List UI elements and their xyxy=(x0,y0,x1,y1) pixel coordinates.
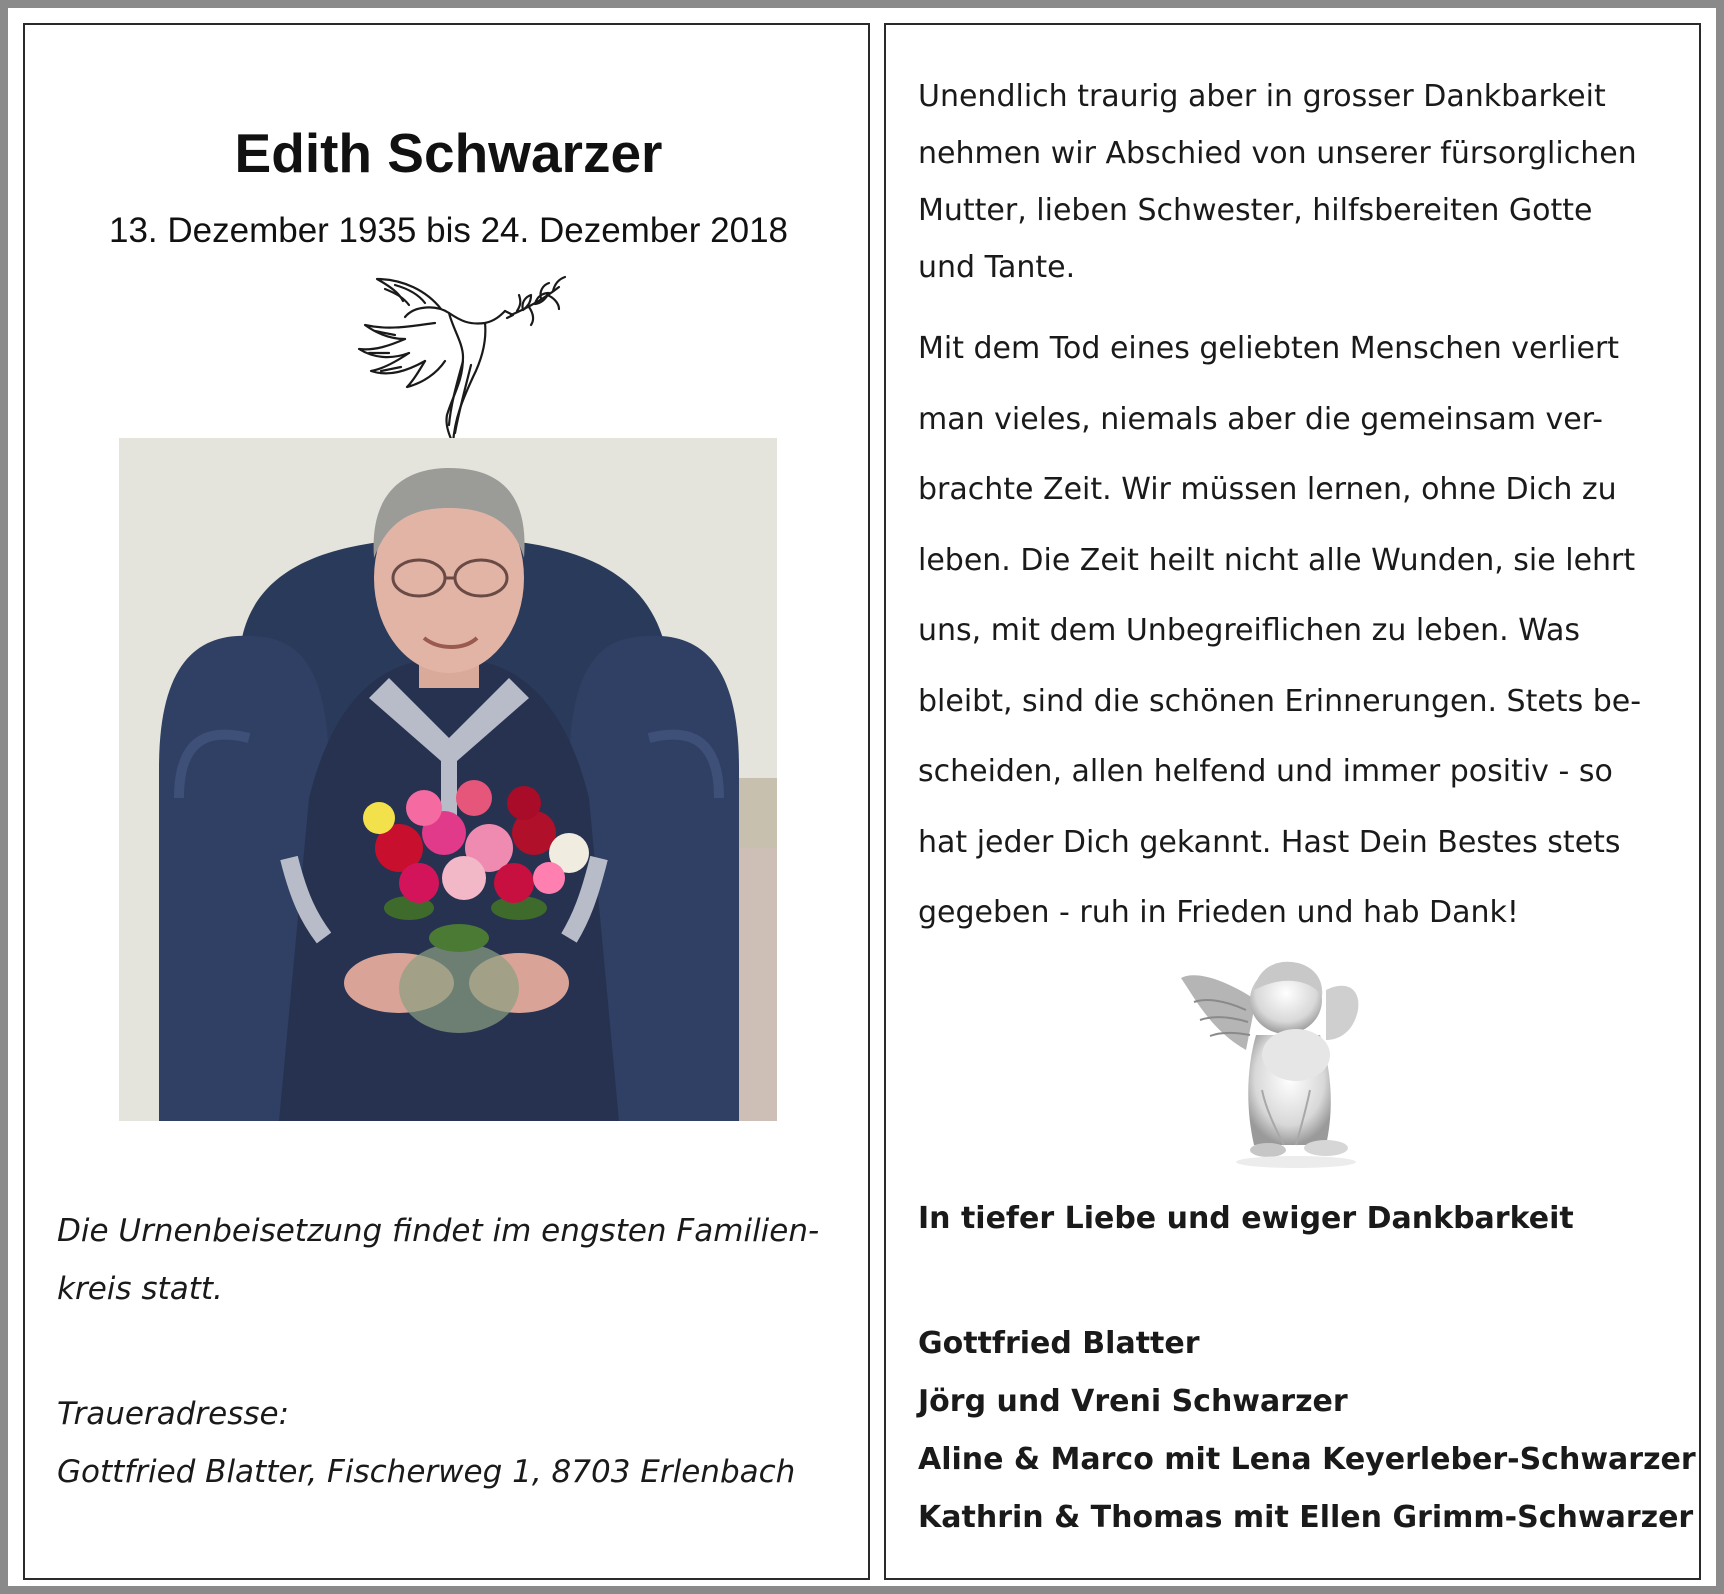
signer: Kathrin & Thomas mit Ellen Grimm-Schwarzer xyxy=(918,1500,1694,1535)
burial-line: Die Urnenbeisetzung findet im engsten Familien- xyxy=(57,1213,820,1249)
address-label: Traueradresse: xyxy=(57,1396,290,1432)
signer: Gottfried Blatter xyxy=(918,1326,1200,1361)
closing-phrase: In tiefer Liebe und ewiger Dankbarkeit xyxy=(918,1201,1574,1236)
intro-line: nehmen wir Abschied von unserer fürsorglichen xyxy=(918,136,1637,171)
intro-line: Unendlich traurig aber in grosser Dankbarkeit xyxy=(918,79,1606,114)
intro-paragraph xyxy=(918,68,1688,296)
poem-line: hat jeder Dich gekannt. Hast Dein Bestes stets xyxy=(918,824,1621,860)
poem-line: man vieles, niemals aber die gemeinsam ver- xyxy=(918,401,1603,437)
signer: Jörg und Vreni Schwarzer xyxy=(918,1384,1348,1419)
dove-with-olive-branch-icon xyxy=(345,265,585,450)
left-panel xyxy=(23,23,870,1580)
right-panel xyxy=(884,23,1701,1580)
portrait-photo xyxy=(119,438,777,1121)
signers-list xyxy=(918,1315,1698,1547)
burial-line: kreis statt. xyxy=(57,1271,223,1307)
angel-figurine-icon xyxy=(1176,940,1376,1170)
poem-line: brachte Zeit. Wir müssen lernen, ohne Dich zu xyxy=(918,472,1617,507)
mourning-address: Gottfried Blatter, Fischerweg 1, 8703 Erlenbach xyxy=(57,1454,796,1490)
deceased-name: Edith Schwarzer xyxy=(234,122,663,184)
poem-line: uns, mit dem Unbegreiflichen zu leben. Was xyxy=(918,613,1581,648)
signer: Aline & Marco mit Lena Keyerleber-Schwarzer xyxy=(918,1442,1696,1477)
burial-notice xyxy=(57,1202,837,1318)
poem-line: leben. Die Zeit heilt nicht alle Wunden, sie lehrt xyxy=(918,542,1636,578)
memorial-poem xyxy=(918,314,1688,949)
poem-line: Mit dem Tod eines geliebten Menschen verliert xyxy=(918,331,1620,366)
intro-line: Mutter, lieben Schwester, hilfsbereiten Gotte xyxy=(918,193,1593,228)
poem-line: scheiden, allen helfend und immer positiv - so xyxy=(918,754,1613,789)
poem-line: gegeben - ruh in Frieden und hab Dank! xyxy=(918,895,1519,930)
life-dates: 13. Dezember 1935 bis 24. Dezember 2018 xyxy=(108,211,788,250)
intro-line: und Tante. xyxy=(918,250,1076,285)
poem-line: bleibt, sind die schönen Erinnerungen. Stets be- xyxy=(918,683,1642,719)
